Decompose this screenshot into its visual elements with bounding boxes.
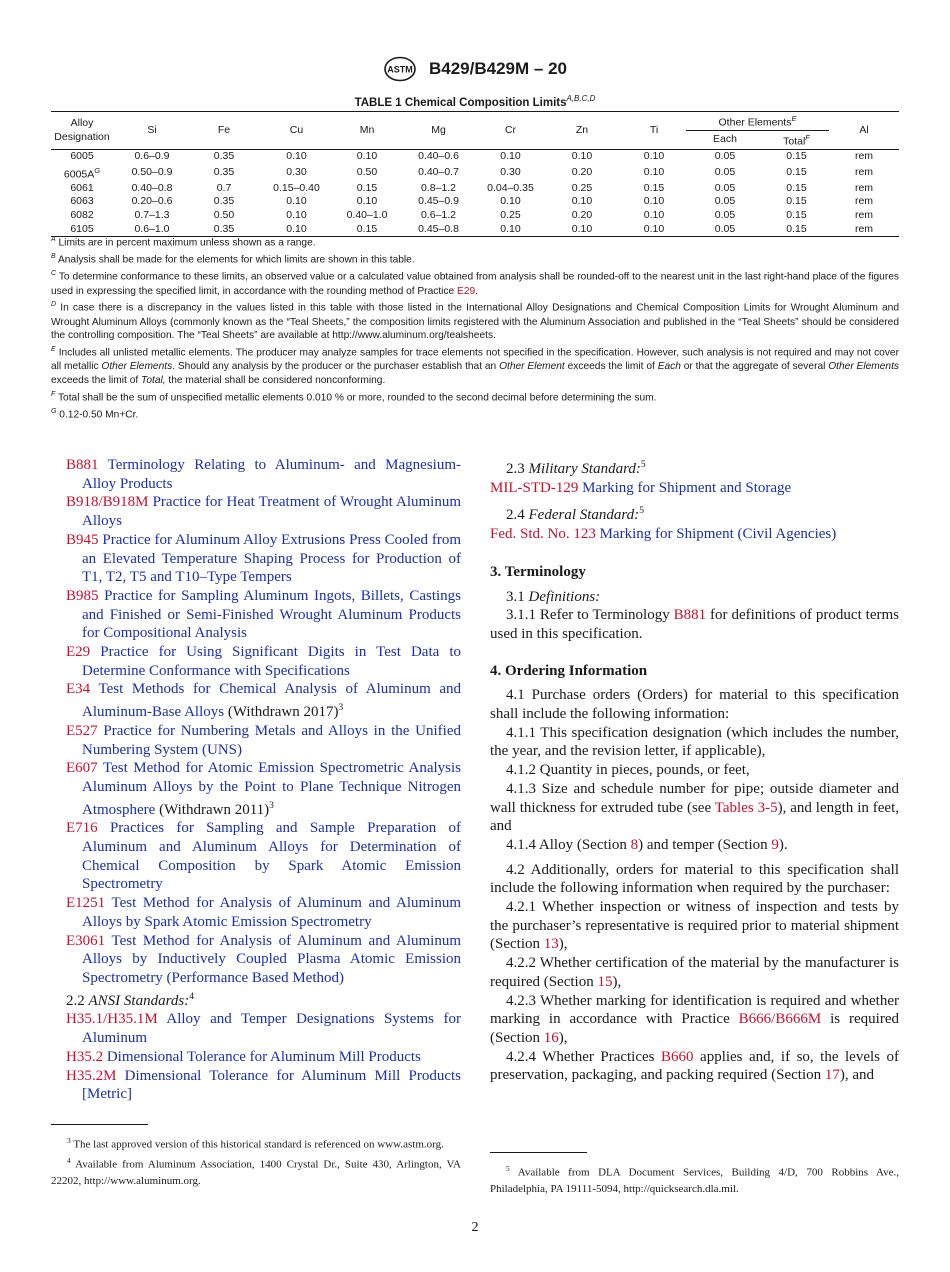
reference-item bbox=[66, 587, 461, 643]
cell-zn: 0.20 bbox=[571, 209, 593, 222]
footnote-g: $^G$ 0.12-0.50 Mn+Cr. bbox=[51, 408, 139, 421]
cell-si: 0.7–1.3 bbox=[134, 209, 170, 222]
ansi-standards-heading: 2.2 ANSI Standards:$^4$ bbox=[66, 991, 194, 1009]
link-mil-std-129[interactable]: MIL-STD-129 bbox=[490, 479, 579, 496]
reference-code-link[interactable]: B918/B918M bbox=[66, 494, 149, 511]
cell-each: 0.05 bbox=[714, 181, 736, 194]
reference-item bbox=[66, 643, 461, 680]
reference-title-link[interactable]: Practice for Numbering Metals and Alloys in the Unified Numbering System (UNS) bbox=[82, 722, 461, 758]
footnote-b: $^B$ Analysis shall be made for the elements for which limits are shown in this table. bbox=[51, 253, 415, 266]
cell-ti: 0.10 bbox=[643, 195, 665, 208]
cell-each: 0.05 bbox=[714, 195, 736, 208]
cell-alloy: 6105 bbox=[70, 222, 94, 235]
footnote-f: $^F$ Total shall be the sum of unspecified metallic elements 0.010 % or more, rounded to the second decimal before determining the sum. bbox=[51, 390, 657, 404]
section-4-2-1: 4.2.1 Whether inspection or witness of inspection and tests by the purchaser’s representative is required prior to material shipment (Section 13), bbox=[490, 899, 899, 953]
section-4-2: 4.2 Additionally, orders for material to this specification shall include the following information when required by the purchaser: bbox=[490, 861, 899, 897]
ansi-title-link[interactable]: Dimensional Tolerance for Aluminum Mill Products bbox=[106, 1048, 421, 1065]
section-4-1: 4.1 Purchase orders (Orders) for material to this specification shall include the following information: bbox=[490, 687, 899, 723]
table-row bbox=[51, 209, 899, 223]
right-column bbox=[490, 456, 899, 1085]
cell-mn: 0.10 bbox=[356, 150, 378, 163]
footnote-d: $^D$ In case there is a discrepancy in the values listed in this table with those listed in the International Alloy Designations and Chemical Composition Limits for Wrought Aluminum and Wrought Aluminum Alloys (commonly known as the “Teal Sheets,” the composition limits registered with the Aluminum Association and published in the “Teal Sheets” should be considered the controlling composition. The “Teal Sheets” are available at http://www.aluminum.org/tealsheets. bbox=[51, 301, 899, 342]
cell-alloy: 6063 bbox=[70, 195, 94, 208]
reference-title-link[interactable]: Test Method for Analysis of Aluminum and Aluminum Alloys by Inductively Coupled Plasma Atomic Emission Spectrometry (Performance Based Method) bbox=[82, 932, 461, 986]
reference-code-link[interactable]: E34 bbox=[66, 681, 91, 698]
header-cr: Cr bbox=[504, 123, 517, 136]
cell-ti: 0.10 bbox=[643, 222, 665, 235]
footnote-e: $^E$ Includes all unlisted metallic elements. The producer may analyze samples for trace elements not specified in the specification. However, such analysis is not required and may not cover all metallic Other Elements. Should any analysis by the producer or the purchaser establish that an Other Element exceeds the limit of Each or that the aggregate of several Other Elements exceeds the limit of Total, the material shall be considered nonconforming. bbox=[51, 346, 900, 387]
reference-title-link[interactable]: Practices for Sampling and Sample Preparation of Aluminum and Aluminum Alloys for Determination of Chemical Composition by Spark Atomic Emission Spectrometry bbox=[82, 820, 462, 893]
section-4-1-3: 4.1.3 Size and schedule number for pipe; outside diameter and wall thickness for extruded tube (see Tables 3-5), and length in feet, and bbox=[490, 780, 899, 835]
reference-title-link[interactable]: Test Methods for Chemical Analysis of Aluminum and Aluminum-Base Alloys bbox=[82, 681, 462, 721]
cell-total: 0.15 bbox=[786, 150, 807, 163]
ansi-reference-list bbox=[66, 1010, 461, 1104]
cell-si: 0.50–0.9 bbox=[131, 166, 173, 179]
header-zn: Zn bbox=[575, 123, 589, 136]
ansi-reference-item bbox=[66, 1048, 461, 1067]
table-row bbox=[51, 164, 899, 182]
section-4-1-2: 4.1.2 Quantity in pieces, pounds, or feet, bbox=[506, 762, 750, 779]
cell-mg: 0.45–0.9 bbox=[418, 195, 459, 208]
ansi-code-link[interactable]: H35.1/H35.1M bbox=[66, 1011, 158, 1028]
cell-si: 0.6–0.9 bbox=[134, 150, 170, 163]
cell-si: 0.20–0.6 bbox=[131, 195, 173, 208]
reference-title-link[interactable]: Practice for Heat Treatment of Wrought Aluminum Alloys bbox=[82, 494, 462, 530]
cell-total: 0.15 bbox=[786, 181, 807, 194]
footnotes-right bbox=[490, 1161, 899, 1198]
cell-cu: 0.10 bbox=[286, 209, 307, 222]
header-mg: Mg bbox=[431, 123, 446, 136]
cell-fe: 0.7 bbox=[216, 181, 232, 194]
cell-ti: 0.10 bbox=[643, 166, 665, 179]
cell-mn: 0.15 bbox=[356, 222, 378, 235]
document-designation: B429/B429M – 20 bbox=[429, 59, 567, 78]
reference-code-link[interactable]: E716 bbox=[66, 820, 98, 837]
header-each: Each bbox=[713, 133, 737, 146]
cell-mn: 0.10 bbox=[356, 195, 378, 208]
link-b881[interactable]: B881 bbox=[673, 607, 707, 624]
cell-si: 0.40–0.8 bbox=[131, 181, 173, 194]
ansi-code-link[interactable]: H35.2M bbox=[66, 1067, 117, 1084]
cell-alloy: $6005A^G$ bbox=[63, 165, 101, 181]
cell-mg: 0.40–0.7 bbox=[418, 166, 459, 179]
cell-cr: 0.04–0.35 bbox=[487, 181, 534, 194]
cell-mg: 0.45–0.8 bbox=[418, 222, 459, 235]
reference-item: E34 Test Methods for Chemical Analysis of Aluminum and Aluminum-Base Alloys (Withdrawn 2017)$^3$ bbox=[66, 681, 462, 721]
ansi-reference-item bbox=[66, 1067, 461, 1104]
cell-each: 0.05 bbox=[714, 166, 736, 179]
section-4-1-4: 4.1.4 Alloy (Section 8) and temper (Section 9). bbox=[506, 836, 788, 853]
cell-alloy: 6082 bbox=[70, 209, 94, 222]
link-section-9[interactable]: 9 bbox=[771, 836, 779, 853]
cell-total: 0.15 bbox=[786, 222, 807, 235]
cell-cr: 0.10 bbox=[500, 150, 521, 163]
cell-al: rem bbox=[854, 166, 874, 179]
link-e29[interactable]: E29 bbox=[457, 285, 476, 297]
reference-item bbox=[66, 456, 461, 493]
page-number: 2 bbox=[471, 1220, 479, 1235]
header-cu: Cu bbox=[289, 123, 304, 136]
cell-total: 0.15 bbox=[786, 166, 807, 179]
cell-cu: 0.10 bbox=[286, 150, 307, 163]
cell-zn: 0.10 bbox=[571, 195, 593, 208]
link-section-15[interactable]: 15 bbox=[597, 973, 613, 990]
section-4-1-1: 4.1.1 This specification designation (which includes the number, the year, and the revision letter, if applicable), bbox=[490, 724, 899, 760]
header-alloy-designation: Alloy Designation bbox=[54, 117, 110, 143]
military-standard-ref bbox=[490, 479, 899, 498]
link-b666[interactable]: B666/B666M bbox=[738, 1011, 822, 1028]
reference-code-link[interactable]: E607 bbox=[66, 760, 98, 777]
cell-mg: 0.40–0.6 bbox=[418, 150, 459, 163]
link-fed-std-123-title[interactable]: Marking for Shipment (Civil Agencies) bbox=[599, 526, 837, 543]
table-footnotes bbox=[51, 233, 899, 422]
cell-each: 0.05 bbox=[714, 150, 736, 163]
reference-title-link[interactable]: Test Method for Analysis of Aluminum and Aluminum Alloys by Spark Atomic Emission Spectrometry bbox=[82, 895, 461, 930]
astm-logo-icon bbox=[383, 56, 417, 82]
cell-cr: 0.25 bbox=[500, 209, 521, 222]
cell-al: rem bbox=[854, 181, 874, 194]
cell-si: 0.6–1.0 bbox=[134, 222, 170, 235]
link-mil-std-129-title[interactable]: Marking for Shipment and Storage bbox=[582, 479, 792, 496]
table-row bbox=[51, 182, 899, 196]
reference-item bbox=[66, 493, 461, 530]
reference-code-link[interactable]: B985 bbox=[66, 587, 99, 604]
table-row bbox=[51, 150, 899, 164]
cell-cu: 0.30 bbox=[286, 166, 307, 179]
cell-zn: 0.20 bbox=[571, 166, 593, 179]
cell-fe: 0.35 bbox=[213, 195, 235, 208]
cell-ti: 0.10 bbox=[643, 209, 665, 222]
header-fe: Fe bbox=[217, 123, 231, 136]
cell-ti: 0.10 bbox=[643, 150, 665, 163]
section-4-2-3: 4.2.3 Whether marking for identification is required and whether marking in accordance with Practice B666/B666M is required (Section 16), bbox=[490, 992, 899, 1046]
reference-code-link[interactable]: E29 bbox=[66, 644, 91, 661]
ansi-reference-item bbox=[66, 1010, 461, 1047]
federal-standard-ref bbox=[490, 525, 899, 544]
cell-alloy: 6005 bbox=[70, 150, 94, 163]
footnote-4: $^4$ Available from Aluminum Association, 1400 Crystal Dr., Suite 430, Arlington, VA 22202, http://www.aluminum.org. bbox=[51, 1156, 461, 1188]
cell-fe: 0.35 bbox=[213, 150, 235, 163]
footnote-rule-right bbox=[490, 1152, 587, 1153]
reference-code-link[interactable]: B945 bbox=[66, 531, 99, 548]
section-3-1: 3.1 Definitions: bbox=[506, 588, 601, 605]
chemical-composition-table bbox=[51, 111, 899, 237]
reference-code-link[interactable]: B881 bbox=[66, 457, 99, 473]
cell-mn: 0.40–1.0 bbox=[346, 209, 388, 222]
cell-each: 0.05 bbox=[714, 222, 736, 235]
cell-total: 0.15 bbox=[786, 209, 807, 222]
table-title: TABLE 1 Chemical Composition Limits$^{A,B,C,D}$ bbox=[354, 94, 596, 109]
ansi-code-link[interactable]: H35.2 bbox=[66, 1048, 104, 1065]
ansi-title-link[interactable]: Dimensional Tolerance for Aluminum Mill Products [Metric] bbox=[82, 1067, 461, 1103]
cell-cr: 0.30 bbox=[500, 166, 521, 179]
reference-title-link[interactable]: Practice for Using Significant Digits in Test Data to Determine Conformance with Specifications bbox=[82, 644, 461, 679]
header-si: Si bbox=[147, 123, 157, 136]
page-header bbox=[0, 56, 950, 82]
cell-total: 0.15 bbox=[786, 195, 807, 208]
cell-mn: 0.50 bbox=[356, 166, 378, 179]
reference-item bbox=[66, 722, 461, 759]
reference-item bbox=[66, 932, 461, 988]
header-al: Al bbox=[859, 123, 869, 136]
section-3-title: 3. Terminology bbox=[490, 563, 586, 580]
left-column bbox=[66, 456, 461, 1104]
link-tables-3-5[interactable]: Tables 3-5 bbox=[714, 799, 778, 816]
table-row bbox=[51, 195, 899, 209]
cell-mn: 0.15 bbox=[356, 181, 378, 194]
cell-mg: 0.8–1.2 bbox=[420, 181, 457, 194]
cell-cr: 0.10 bbox=[500, 195, 521, 208]
reference-item bbox=[66, 819, 461, 894]
cell-alloy: 6061 bbox=[70, 181, 94, 194]
astm-logo-text: ASTM bbox=[387, 64, 413, 75]
reference-item bbox=[66, 894, 461, 931]
link-b660[interactable]: B660 bbox=[661, 1048, 694, 1065]
section-4-title: 4. Ordering Information bbox=[490, 662, 648, 679]
reference-code-link[interactable]: E3061 bbox=[66, 932, 106, 949]
cell-al: rem bbox=[854, 195, 874, 208]
link-section-17[interactable]: 17 bbox=[824, 1067, 840, 1084]
link-section-13[interactable]: 13 bbox=[543, 936, 559, 953]
footnote-rule-left bbox=[51, 1124, 148, 1125]
reference-code-link[interactable]: E527 bbox=[66, 722, 98, 739]
header-mn: Mn bbox=[359, 123, 375, 136]
link-section-8[interactable]: 8 bbox=[630, 836, 639, 853]
reference-title-link[interactable]: Practice for Aluminum Alloy Extrusions Press Cooled from an Elevated Temperature Shaping Process for Production of T1, T2, T5 and T10–Type Tempers bbox=[82, 531, 461, 586]
link-section-16[interactable]: 16 bbox=[543, 1029, 559, 1046]
section-3-1-1: 3.1.1 Refer to Terminology B881 for definitions of product terms used in this specification. bbox=[490, 607, 899, 642]
reference-item: E607 Test Method for Atomic Emission Spectrometric Analysis Aluminum Alloys by the Point to Plane Technique Nitrogen Atmosphere (Withdrawn 2011)$^3$ bbox=[66, 760, 461, 818]
footnote-a: $^A$ Limits are in percent maximum unless shown as a range. bbox=[51, 236, 316, 249]
cell-mg: 0.6–1.2 bbox=[420, 209, 457, 222]
reference-title-link[interactable]: Practice for Sampling Aluminum Ingots, Billets, Castings and Finished or Semi-Finished Wrought Aluminum Products for Compositional Analysis bbox=[82, 587, 461, 642]
cell-cr: 0.10 bbox=[500, 222, 521, 235]
cell-ti: 0.15 bbox=[643, 181, 665, 194]
cell-cu: 0.10 bbox=[286, 222, 307, 235]
cell-fe: 0.50 bbox=[213, 209, 235, 222]
reference-title-link[interactable]: Test Method for Atomic Emission Spectrometric Analysis Aluminum Alloys by the Point to Plane Technique Nitrogen Atmosphere bbox=[82, 760, 461, 818]
cell-zn: 0.10 bbox=[571, 222, 593, 235]
cell-fe: 0.35 bbox=[213, 166, 235, 179]
cell-cu: 0.10 bbox=[286, 195, 307, 208]
header-ti: Ti bbox=[649, 123, 659, 136]
section-4-2-4: 4.2.4 Whether Practices B660 applies and, if so, the levels of preservation, packaging, and packing required (Section 17), and bbox=[490, 1048, 899, 1084]
footnotes-left bbox=[51, 1133, 461, 1190]
reference-title-link[interactable]: Terminology Relating to Aluminum- and Magnesium-Alloy Products bbox=[82, 457, 461, 492]
link-fed-std-123[interactable]: Fed. Std. No. 123 bbox=[490, 526, 596, 543]
astm-reference-list bbox=[66, 456, 461, 988]
footnote-c: $^C$ To determine conformance to these limits, an observed value or a calculated value obtained from analysis shall be rounded-off to the nearest unit in the last right-hand place of the figures used in expressing the specified limit, in accordance with the rounding method of Practice E29. bbox=[51, 270, 899, 297]
header-total: Total$^F$ bbox=[783, 133, 810, 148]
cell-al: rem bbox=[854, 209, 874, 222]
section-4-2-2: 4.2.2 Whether certification of the material by the manufacturer is required (Section 15), bbox=[490, 955, 899, 990]
military-standard-heading: 2.3 Military Standard:$^5$ bbox=[506, 460, 646, 477]
reference-code-link[interactable]: E1251 bbox=[66, 895, 106, 912]
reference-item bbox=[66, 531, 461, 587]
footnote-3: $^3$ The last approved version of this historical standard is referenced on www.astm.org. bbox=[67, 1136, 444, 1151]
federal-standard-heading: 2.4 Federal Standard:$^5$ bbox=[506, 506, 644, 524]
footnote-5: $^5$ Available from DLA Document Services, Building 4/D, 700 Robbins Ave., Philadelphia, PA 19111-5094, http://quicksearch.dla.mil. bbox=[490, 1164, 899, 1196]
header-other-elements: Other Elements$^E$ bbox=[686, 112, 829, 131]
cell-each: 0.05 bbox=[714, 209, 736, 222]
cell-zn: 0.10 bbox=[571, 150, 593, 163]
cell-fe: 0.35 bbox=[213, 222, 235, 235]
cell-al: rem bbox=[854, 222, 874, 235]
cell-al: rem bbox=[854, 150, 874, 163]
cell-cu: 0.15–0.40 bbox=[273, 181, 320, 194]
cell-zn: 0.25 bbox=[571, 181, 593, 194]
ansi-title-link[interactable]: Alloy and Temper Designations Systems for Aluminum bbox=[82, 1011, 461, 1047]
